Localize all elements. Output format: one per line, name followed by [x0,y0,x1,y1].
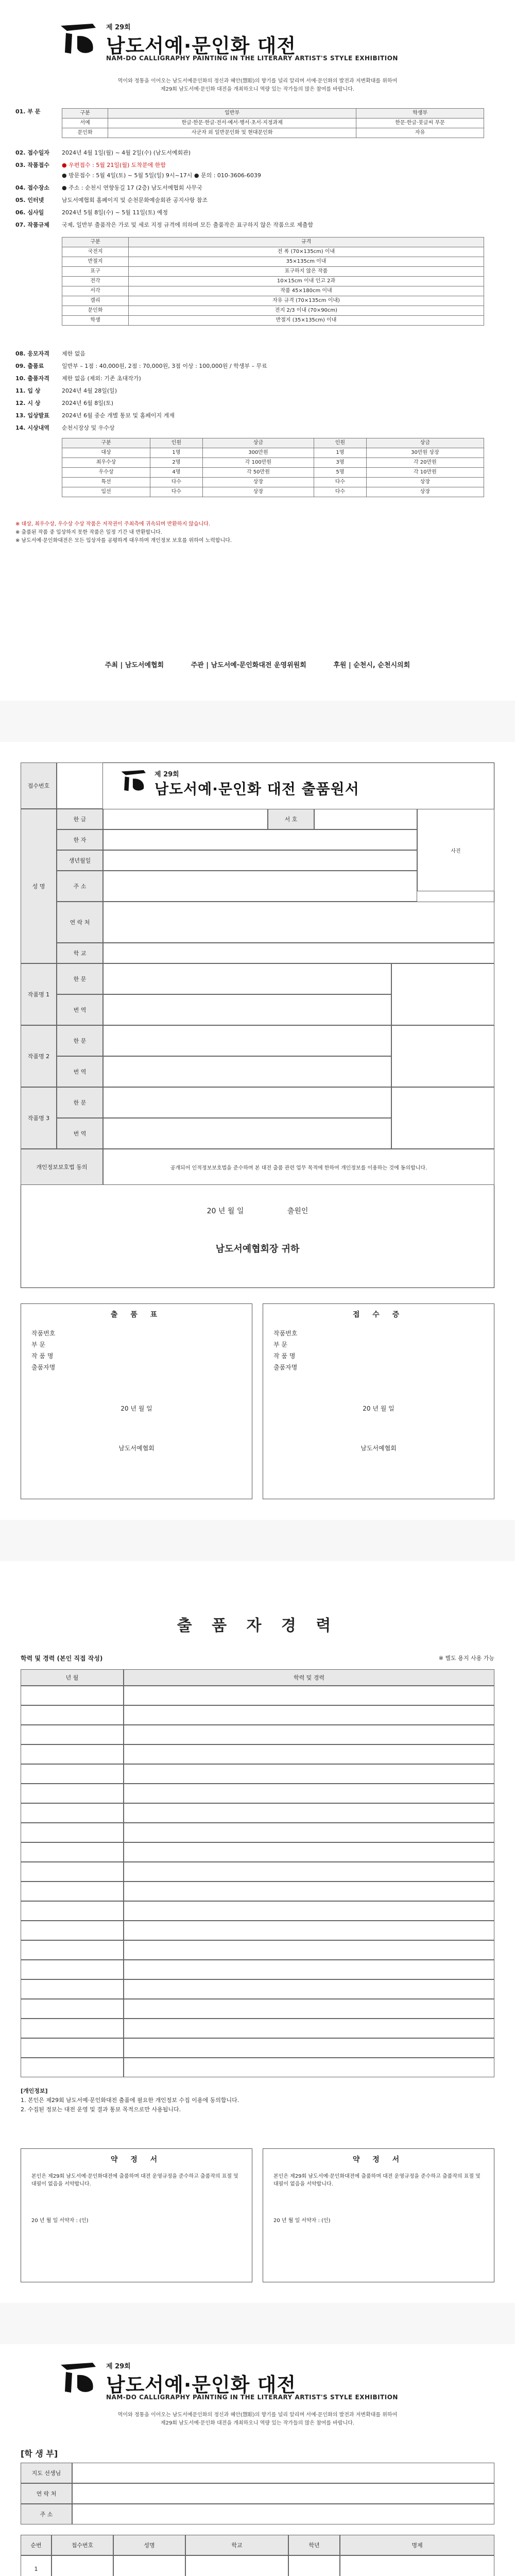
career-detail-cell[interactable] [124,1901,494,1921]
page-gap [0,701,515,742]
career-year-cell[interactable] [21,2058,124,2077]
spec-table: 구분 규격 국전지 전 폭 (70×135cm) 이내 반절지 35×135cm 이내 표구 표구하지 않은 작품 전각 10×15cm 이내 인고 2과 서각 작품 45×180cm 이내 캘리 자유 규격 (70×135cm 이내) 문인화 전지 2/3 이내 (70×90cm) 학생 반절지 (35×135cm) 이내 [62,237,484,326]
career-title: 출 품 자 경 력 [177,1617,338,1635]
table-row: 캘리 자유 규격 (70×135cm 이내) [62,296,484,306]
table-row: 국전지 전 폭 (70×135cm) 이내 [62,247,484,257]
career-year-cell[interactable] [21,1744,124,1764]
date-line: 20 년 월 일 출원인 [207,1207,308,1215]
contact-input[interactable] [72,2483,494,2504]
career-detail-cell[interactable] [124,2058,494,2077]
table-row: 입선 다수 상장 다수 상장 [62,487,484,497]
application-page: 접수번호 제 29회 남도서예·문인화 대전 출품원서 성 명 한 글 서 호 사진 한 자 생년월일 주 소 연 락 처 학 교 작품명 1 한 문 번 역 작품명 2 한 문 번 역 작품명 3 한 문 번 역 개인정보보호법 동의 공개되어 인적정보보호법을 준수하며 본 대전 출품 관련 업무 목적에 한하여 개인정보를 이용하는 것에 동의합니다. 20 년 월 일 출원인 남도서예협회장 귀하 출 품 표 작품번호 부 문 작 품 명 출품자명 20 년 월 일 남도서예협회 접 수 증 작품번호 부 문 작 품 명 출품자명 20 년 월 일 남도서예협회 [0,752,515,1628]
work2-text-input[interactable] [103,1025,391,1056]
work1-text-input[interactable] [103,963,391,994]
exhibition-subtitle: NAM-DO CALLIGRAPHY PAINTING IN THE LITERARY ARTIST'S STYLE EXHIBITION [106,55,398,62]
row-number: 1 [21,2555,52,2576]
division-table: 구분 일반부 학생부 서예 한글·한문·한글·전서·예서·행서·초서·지정과제 한문·한글·붓글씨 부문 문인화 사군자 외 일반문인화 및 현대문인화 자유 [62,108,484,138]
phone-input[interactable] [103,902,494,943]
teacher-input[interactable] [72,2463,494,2483]
career-detail-cell[interactable] [124,1744,494,1764]
receipt-label: 접수번호 [21,762,57,809]
table-row: 특선 다수 상장 다수 상장 [62,478,484,487]
career-detail-cell[interactable] [124,1862,494,1882]
work1-spec[interactable] [391,963,494,1025]
career-detail-cell[interactable] [124,1921,494,1940]
school-input[interactable] [103,943,494,963]
career-subtitle: 학력 및 경력 (본인 직접 작성) [21,1655,103,1662]
career-year-cell[interactable] [21,1803,124,1823]
privacy-section: [개인정보] 1. 본인은 제29회 남도서예·문인화대전 출품에 필요한 개인정보 수집 이용에 동의합니다. 2. 수집된 정보는 대전 운영 및 결과 통보 목적으로만 사용됩니다. [21,2088,239,2113]
career-year-cell[interactable] [21,1823,124,1842]
notes: ※ 대상, 최우수상, 우수상 수상 작품은 저작권이 주최측에 귀속되며 반환하지 않습니다. ※ 출품된 작품 중 입상하지 못한 작품은 일정 기간 내 반환합니다. ※ 남도서예·문인화대전은 모든 입상자를 공평하게 대우하며 개인정보 보호를 위하여 노력합니다. [15,521,232,544]
work3-translate-input[interactable] [103,1118,391,1149]
student-cell[interactable] [340,2555,494,2576]
work2-spec[interactable] [391,1025,494,1087]
career-detail-cell[interactable] [124,1705,494,1725]
career-year-cell[interactable] [21,1882,124,1901]
career-year-cell[interactable] [21,1979,124,1999]
edition-label: 제 29회 [106,24,131,31]
work1-translate-input[interactable] [103,994,391,1025]
privacy-label: 개인정보보호법 동의 [21,1149,103,1185]
career-detail-cell[interactable] [124,2038,494,2058]
organizer-footer: 주최 | 남도서예협회 주관 | 남도서예·문인화대전 운영위원회 후원 | 순천시, 순천시의회 [105,662,410,669]
table-row: 표구 표구하지 않은 작품 [62,267,484,277]
career-year-cell[interactable] [21,1764,124,1784]
name-hanja-input[interactable] [103,829,417,850]
pledge-right: 약 정 서 본인은 제29회 남도서예·문인화대전에 출품하며 대전 운영규정을 준수하고 출품작의 표절 및 대필이 없음을 서약합니다. 20 년 월 일 서약자 : (인) [263,2148,494,2282]
career-detail-cell[interactable] [124,1960,494,1979]
career-detail-cell[interactable] [124,1979,494,1999]
career-detail-cell[interactable] [124,1725,494,1744]
career-page: 출 품 자 경 력 학력 및 경력 (본인 직접 작성) ※ 별도 용지 사용 가능 년 월 학력 및 경력 [개인정보] 1. 본인은 제29회 남도서예·문인화대전 출품에 필요한 개인정보 수집 이용에 동의합니다. 2. 수집된 정보는 대전 운영 및 결과 통보 목적으로만 사용됩니다. 약 정 서 본인은 제29회 남도서예·문인화대전에 출품하며 대전 운영규정을 준수하고 출품작의 표절 및 대필이 없음을 서약합니다. 20 년 월 일 서약자 : (인) 약 정 서 본인은 제29회 남도서예·문인화대전에 출품하며 대전 운영규정을 준수하고 출품작의 표절 및 대필이 없음을 서약합니다. 20 년 월 일 서약자 : (인) [0,1571,515,2344]
work3-spec[interactable] [391,1087,494,1149]
career-detail-cell[interactable] [124,1940,494,1960]
table-row: 서예 한글·한문·한글·전서·예서·행서·초서·지정과제 한문·한글·붓글씨 부문 [62,118,484,128]
receipt-input[interactable] [57,762,103,809]
addressee: 남도서예협회장 귀하 [215,1244,300,1255]
career-year-cell[interactable] [21,1842,124,1862]
brush-logo-icon [57,21,101,57]
career-detail-cell[interactable] [124,1686,494,1705]
career-detail-cell[interactable] [124,1999,494,2019]
brush-logo-icon [118,768,149,793]
career-year-cell[interactable] [21,1901,124,1921]
table-row: 문인화 전지 2/3 이내 (70×90cm) [62,306,484,316]
photo-box: 사진 [417,809,494,891]
career-detail-cell[interactable] [124,1784,494,1803]
student-cell[interactable] [185,2555,288,2576]
table-row: 대상 1명 300만원 1명 30만원 상장 [62,448,484,458]
page-gap [0,2303,515,2344]
name-kor-input[interactable] [103,809,268,829]
career-detail-cell[interactable] [124,1842,494,1862]
birth-input[interactable] [103,850,417,871]
student-title: [학 생 부] [21,2449,58,2459]
career-year-cell[interactable] [21,1705,124,1725]
career-year-cell[interactable] [21,2038,124,2058]
student-cell[interactable] [288,2555,340,2576]
table-row: 문인화 사군자 외 일반문인화 및 현대문인화 자유 [62,128,484,138]
career-year-cell[interactable] [21,1940,124,1960]
header-logo: 제 29회 남도서예·문인화 대전 NAM-DO CALLIGRAPHY PAINTING IN THE LITERARY ARTIST'S STYLE EXHIBITION [57,2360,458,2406]
exhibition-title: 남도서예·문인화 대전 [106,35,297,57]
student-page: 제 29회 남도서예·문인화 대전 NAM-DO CALLIGRAPHY PAINTING IN THE LITERARY ARTIST'S STYLE EXHIBITION 먹이와 정통을 이어오는 남도서예문인화의 정신과 혜안(慧眼)의 향기를 널리 알리며 서예·문인화의 발전과 저변확대를 위하여 제29회 남도서예·문인화 대전을 개최하오니 역량 있는 작가들의 많은 참여를 바랍니다. [학 생 부] 지도 선생님 연 락 처 주 소 순번 접수번호 성명 학교 학년 명제 1 [0,2349,515,2576]
prize-table: 구분 인원 상금 인원 상금 대상 1명 300만원 1명 30만원 상장 최우수상 2명 각 100만원 3명 각 20만원 우수상 4명 각 50만원 5명 각 10만원 특선 다수 상장 다수 상장 입선 다수 상장 다수 상장 [62,438,484,497]
table-row: 학생 반절지 (35×135cm) 이내 [62,316,484,326]
student-cell[interactable] [52,2555,113,2576]
address-input[interactable] [103,871,417,902]
career-year-cell[interactable] [21,1999,124,2019]
pen-name-input[interactable] [314,809,417,829]
career-year-cell[interactable] [21,1725,124,1744]
career-detail-cell[interactable] [124,1764,494,1784]
intro-text: 먹이와 정통을 이어오는 남도서예문인화의 정신과 혜안(慧眼)의 향기를 널리 알리며 서예·문인화의 발전과 저변확대를 위하여 제29회 남도서예·문인화 대전을 개최하오니 역량 있는 작가들의 많은 참여를 바랍니다. [117,78,398,92]
career-note: ※ 별도 용지 사용 가능 [438,1655,494,1662]
career-detail-cell[interactable] [124,1823,494,1842]
table-row: 반절지 35×135cm 이내 [62,257,484,267]
career-year-cell[interactable] [21,1960,124,1979]
form-title: 제 29회 남도서예·문인화 대전 출품원서 [118,768,479,804]
pledge-left: 약 정 서 본인은 제29회 남도서예·문인화대전에 출품하며 대전 운영규정을 준수하고 출품작의 표절 및 대필이 없음을 서약합니다. 20 년 월 일 서약자 : (인) [21,2148,252,2282]
address-input[interactable] [72,2504,494,2524]
privacy-text: 공개되어 인적정보보호법을 준수하며 본 대전 출품 관련 업무 목적에 한하여 개인정보를 이용하는 것에 동의합니다. [103,1149,494,1185]
career-detail-cell[interactable] [124,1803,494,1823]
exhibit-ticket: 출 품 표 작품번호 부 문 작 품 명 출품자명 20 년 월 일 남도서예협회 [21,1303,252,1499]
guidelines-page: 제 29회 남도서예·문인화 대전 NAM-DO CALLIGRAPHY PAINTING IN THE LITERARY ARTIST'S STYLE EXHIBITION 먹이와 정통을 이어오는 남도서예문인화의 정신과 혜안(慧眼)의 향기를 널리 알리며 서예·문인화의 발전과 저변확대를 위하여 제29회 남도서예·문인화 대전을 개최하오니 역량 있는 작가들의 많은 참여를 바랍니다. 01. 부 문 구분 일반부 학생부 서예 한글·한문·한글·전서·예서·행서·초서·지정과제 한문·한글·붓글씨 부문 문인화 사군자 외 일반문인화 및 현대문인화 자유 02. 접수일자 2024년 4월 1일(월) ~ 4월 2일(수) (남도서예회관) 03. 작품접수 ● 우편접수 : 5월 21일(월) 도착분에 한함 ● 방문접수 : 5월 4일(토) ~ 5월 5일(일) 9시~17시 ● 문의 : 010-3606-6039 04. 접수장소 ● 주소 : 순천시 연향동길 17 (2층) 남도서예협회 사무국 05. 인터넷 남도서예협회 홈페이지 및 순천문화예술회관 공지사항 참조 06. 심사일 2024년 5월 8일(수) ~ 5월 11일(토) 예정 07. 작품규제 국제, 일반부 출품작은 가로 및 세로 지정 규격에 의하며 모든 출품작은 표구하지 않은 작품으로 제출함 구분 규격 국전지 전 폭 (70×135cm) 이내 반절지 35×135cm 이내 표구 표구하지 않은 작품 전각 10×15cm 이내 인고 2과 서각 작품 45×180cm 이내 캘리 자유 규격 (70×135cm 이내) 문인화 전지 2/3 이내 (70×90cm) 학생 반절지 (35×135cm) 이내 08. 응모자격 제한 없음 09. 출품료 일반부 – 1점 : 40,000원, 2점 : 70,000원, 3점 이상 : 100,000원 / 학생부 – 무료 10. 출품자격 제한 없음 (제외: 기존 초대작가) 11. 입 상 2024년 4월 28일(일) 12. 시 상 2024년 6월 8일(토) 13. 입상발표 2024년 6월 중순 개별 통보 및 홈페이지 게재 14. 시상내역 순천시장상 및 우수상 구분 인원 상금 인원 상금 대상 1명 300만원 1명 30만원 상장 최우수상 2명 각 100만원 3명 각 20만원 우수상 4명 각 50만원 5명 각 10만원 특선 다수 상장 다수 상장 입선 다수 상장 다수 상장 ※ 대상, 최우수상, 우수상 수상 작품은 저작권이 주최측에 귀속되며 반환하지 않습니다. ※ 출품된 작품 중 입상하지 못한 작품은 일정 기간 내 반환합니다. ※ 남도서예·문인화대전은 모든 입상자를 공평하게 대우하며 개인정보 보호를 위하여 노력합니다. 주최 | 남도서예협회 주관 | 남도서예·문인화대전 운영위원회 후원 | 순천시, 순천시의회 [0,0,515,891]
table-row: 우수상 4명 각 50만원 5명 각 10만원 [62,468,484,478]
career-year-cell[interactable] [21,1862,124,1882]
career-year-cell[interactable] [21,2019,124,2038]
intro-text: 먹이와 정통을 이어오는 남도서예문인화의 정신과 혜안(慧眼)의 향기를 널리 알리며 서예·문인화의 발전과 저변확대를 위하여 제29회 남도서예·문인화 대전을 개최하오니 역량 있는 작가들의 많은 참여를 바랍니다. [117,2412,398,2426]
page-gap [0,1520,515,1561]
receipt-ticket: 접 수 증 작품번호 부 문 작 품 명 출품자명 20 년 월 일 남도서예협회 [263,1303,494,1499]
career-year-cell[interactable] [21,1686,124,1705]
applicant-label: 성 명 [21,809,57,963]
brush-logo-icon [57,2360,101,2396]
work3-text-input[interactable] [103,1087,391,1118]
career-year-cell[interactable] [21,1921,124,1940]
table-row: 최우수상 2명 각 100만원 3명 각 20만원 [62,458,484,468]
header-logo [57,21,458,67]
career-year-cell[interactable] [21,1784,124,1803]
work2-translate-input[interactable] [103,1056,391,1087]
career-detail-cell[interactable] [124,1882,494,1901]
table-row: 서각 작품 45×180cm 이내 [62,286,484,296]
table-row: 전각 10×15cm 이내 인고 2과 [62,277,484,286]
career-detail-cell[interactable] [124,2019,494,2038]
student-cell[interactable] [113,2555,185,2576]
